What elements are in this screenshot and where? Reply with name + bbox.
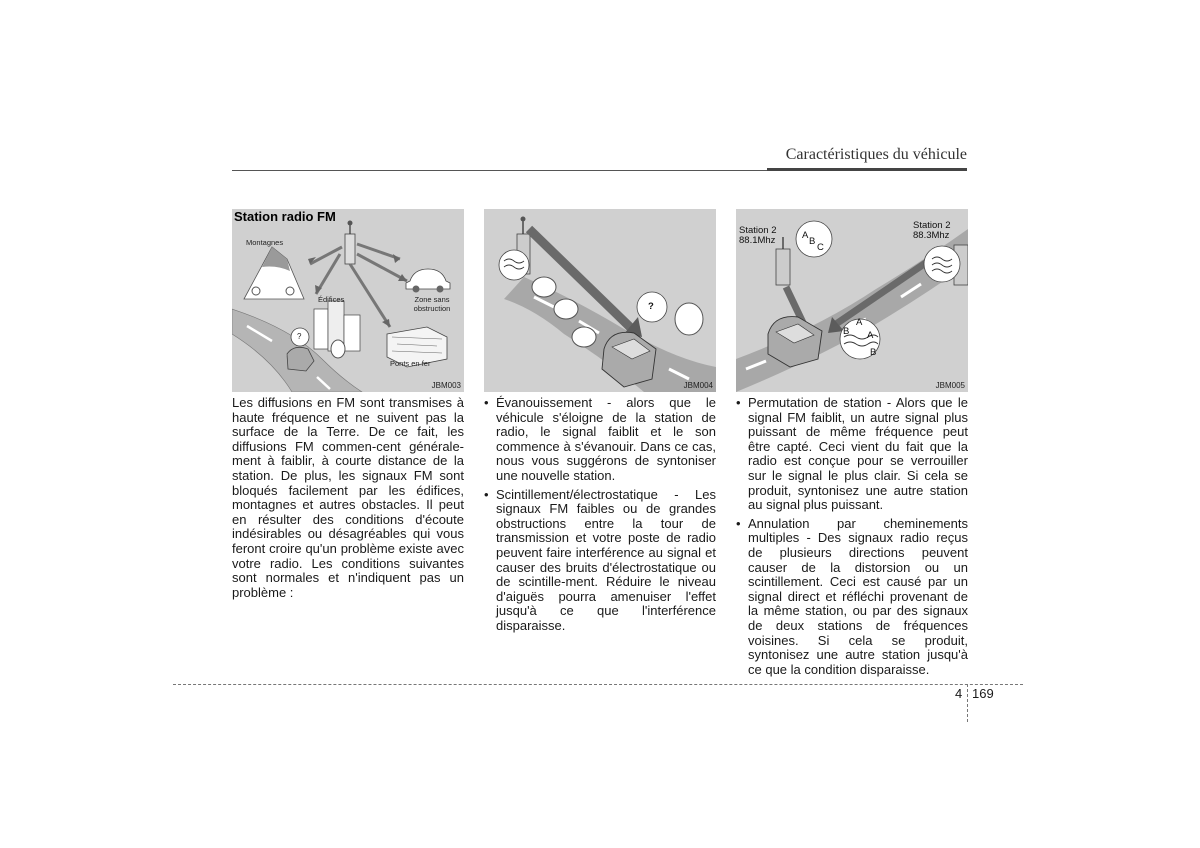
page-header-title: Caractéristiques du véhicule [785, 146, 967, 163]
page-number-divider [967, 684, 968, 722]
multipath-letter-a2: A [867, 330, 874, 341]
multipath-letter-a: A [856, 317, 863, 328]
page-number: 169 [972, 686, 994, 701]
bullet-text: Permutation de station - Alors que le signal FM faiblit, un autre signal plus puissant de même fréquence peut être capté. Ceci vient du fait que la radio est conçue pour se verrouiller sur le signal le plus clair. Si cela se produit, syntonisez une autre station au signal plus puissant. [748, 395, 968, 513]
bullet-dot: • [484, 395, 489, 410]
abc-letter-c: C [817, 242, 824, 253]
multipath-letter-b: B [843, 326, 850, 337]
figure-code: JBM004 [683, 381, 713, 390]
label-edifices: Édifices [318, 295, 345, 304]
figure-code: JBM005 [935, 381, 965, 390]
fading-illustration [484, 209, 716, 392]
figure-evanouissement [484, 209, 716, 392]
question-mark: ? [297, 332, 302, 341]
figure-permutation [736, 209, 968, 392]
bullet-permutation [736, 396, 968, 513]
label-montagnes: Montagnes [246, 238, 284, 247]
station-right-freq: 88.3Mhz [913, 230, 950, 241]
figure-title: Station radio FM [234, 209, 336, 224]
bullet-text: Évanouissement - alors que le véhicule s'éloigne de la station de radio, le signal faiblit et le son commence à s'évanouir. Dans ce cas, nous vous suggérons de syntoniser une nouvelle station. [496, 395, 716, 483]
multipath-letter-b2: B [870, 347, 877, 358]
station-left-label: Station 2 [739, 225, 777, 236]
label-zone-sans-obstruction: Zone sans obstruction [413, 295, 451, 313]
bullet-scintillement [484, 488, 716, 634]
column-2 [484, 396, 716, 638]
figure-fm-station [232, 209, 464, 392]
chapter-number: 4 [955, 686, 963, 701]
bullet-evanouissement [484, 396, 716, 484]
bullet-dot: • [736, 515, 741, 531]
column-1-text: Les diffusions en FM sont transmises à haute fréquence et ne suivent pas la surface de la Terre. De ce fait, les diffusions FM commen-cent générale-ment à faiblir, à courte distance de la station. De plus, les signaux FM sont bloqués facilement par les édifices, montagnes et autres obstacles. Il peut en résulter des conditions d'écoute indésirables ou désagréables qui vous feront croire qu'un problème existe avec votre radio. Les conditions suivantes sont normales et n'indiquent pas un problème : [232, 395, 464, 600]
bullet-text: Scintillement/électrostatique - Les signaux FM faibles ou de grandes obstructions entre la tour de transmission et votre poste de radio peuvent faire interférence au signal et causer des bruits d'électrostatique ou de scintille-ment. Réduire le niveau d'aiguës pourra amenuiser l'effet jusqu'à ce que l'interférence disparaisse. [496, 486, 716, 633]
footer-rule [173, 684, 1023, 685]
abc-letter-b: B [809, 236, 816, 247]
abc-letter-a: A [802, 230, 809, 241]
label-ponts-en-fer: Ponts en fer [390, 359, 431, 368]
bullet-dot: • [736, 395, 741, 410]
column-3 [736, 396, 968, 681]
bullet-dot: • [484, 486, 489, 502]
figure-code: JBM003 [431, 381, 461, 390]
bullet-text: Annulation par cheminements multiples - Des signaux radio reçus de plusieurs directions peuvent causer de la distorsion ou un scintillement. Ceci est causé par un signal direct et réfléchi provenant de la même station, ou par des signaux de deux stations de fréquences voisines. Si cela se produit, syntonisez une autre station jusqu'à ce que la condition disparaisse. [748, 515, 968, 677]
bullet-annulation [736, 517, 968, 678]
station-right-label: Station 2 [913, 220, 951, 231]
header-bar [767, 168, 967, 171]
station-left-freq: 88.1Mhz [739, 235, 776, 246]
question-mark: ? [648, 301, 654, 312]
